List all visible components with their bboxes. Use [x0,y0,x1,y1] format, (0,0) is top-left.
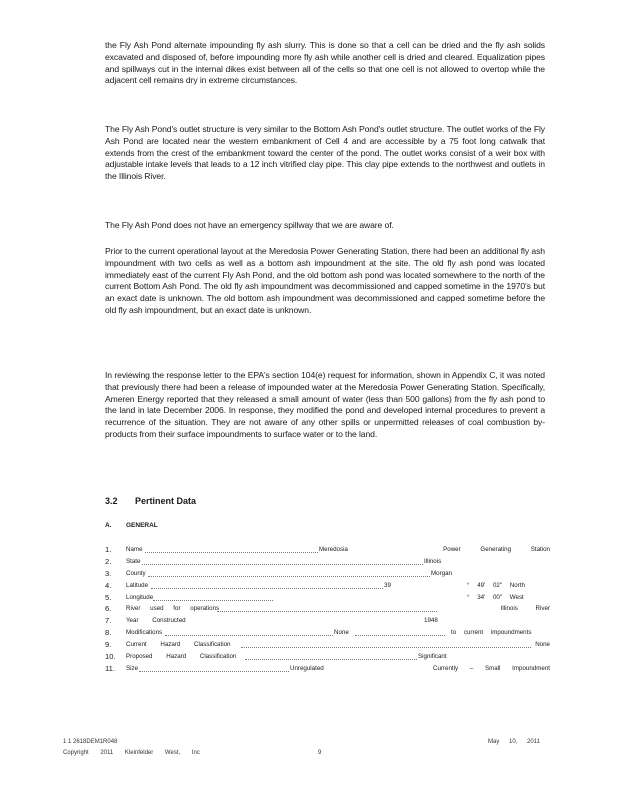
data-row-river [105,603,550,615]
data-row-current-hazard [105,639,550,651]
item-number: 3. [105,568,112,578]
item-value: Morgan [431,569,452,577]
item-label: State [126,557,141,565]
item-label: Latitude [126,581,149,589]
item-label: Name [126,546,143,553]
data-row-state [105,556,550,568]
item-number: 6. [105,604,112,614]
item-value: 39 [384,581,391,589]
leader-dots [145,552,318,553]
leader-dots [217,611,437,612]
item-value: Unregulated [290,664,324,672]
item-number: 1. [105,545,112,554]
subsection-title: GENERAL [126,522,158,529]
item-value: None [334,629,349,637]
section-heading [105,496,196,506]
footer-page-number: 9 [318,750,322,756]
item-number: 10. [105,652,116,662]
section-number: 3.2 [105,496,118,506]
body-paragraph-outlet-structure: The Fly Ash Pond's outlet structure is very similar to the Bottom Ash Pond's outlet structure. The outlet works of the Fly Ash Pond are located near the western embankment of Cell 4 and are accessible by a 75 foot long catwalk that extends from the crest of the embankment toward the center of the pond. The outlet works consist of a weir box with adjustable intake levels that leads to a 12 inch vitrified clay pipe. This clay pipe extends to the northwest and outlets in the Illinois River. [105,124,545,182]
footer-date: May 10, 2011 [488,739,540,745]
item-extra: ° 49' 02" North [467,581,525,589]
leader-dots [148,576,430,577]
item-number: 5. [105,592,112,602]
section-title: Pertinent Data [135,496,197,506]
data-row-size [105,663,550,675]
item-value: Significant [418,653,447,661]
footer-document-code: 1 1 2618DEM1R048 [63,739,118,745]
body-paragraph-fly-ash-cells: the Fly Ash Pond alternate impounding fly ash slurry. This is done so that a cell can be dried and the fly ash solids excavated and disposed of, before impounding more fly ash while another cell is dried and cleared. Equalization pipes and spillways cut in the internal dikes exist between all of the cells so that one cell is not allowed to overtop while the adjacent cell remains dry in extreme circumstances. [105,40,545,86]
leader-dots [142,564,423,565]
item-label: Year Constructed [126,617,186,625]
data-row-latitude [105,580,550,592]
leader-dots [151,588,383,589]
item-label: County [126,569,146,577]
subsection-letter: A. [105,522,112,529]
item-label: Proposed Hazard Classification [126,653,237,661]
item-number: 9. [105,640,112,650]
data-row-proposed-hazard [105,651,550,663]
item-number: 2. [105,556,112,566]
item-extra: None [535,641,550,649]
item-label: Size [126,664,139,672]
data-row-name [105,544,550,556]
item-extra: Illinois River [500,605,550,613]
item-label: Modifications [126,629,163,637]
body-paragraph-release-history: In reviewing the response letter to the EPA's section 104(e) request for information, shown in Appendix C, it was noted that previously there had been a release of impounded water at the Meredosia Power Generating Station. Specifically, Ameren Energy reported that they released a small amount of water (less than 500 gallons) from the fly ash pond to the land in late December 2006. In response, they modified the pond and developed internal procedures to prevent a recurrence of the situation. They are not aware of any other spills or unpermitted releases of coal combustion by-products from their surface impoundments to surface water or to the land. [105,370,545,439]
item-number: 4. [105,580,112,590]
subsection-heading [105,522,158,529]
item-extra: to current impoundments [451,629,532,637]
item-value: Meredosia [319,546,348,553]
leader-dots [355,635,445,636]
item-extra: Currently – Small Impoundment [432,664,550,672]
leader-dots [153,600,273,601]
pertinent-data-list [105,544,550,675]
data-row-county [105,568,550,580]
item-label: River used for operations [126,605,220,613]
item-number: 8. [105,628,112,638]
item-label: Current Hazard Classification [126,641,231,649]
body-paragraph-spillway: The Fly Ash Pond does not have an emergency spillway that we are aware of. [105,220,394,230]
item-extra: Power Generating Station [443,546,550,553]
leader-dots [245,659,417,660]
item-value: Illinois [424,557,442,565]
leader-dots [165,635,333,636]
body-paragraph-prior-layout: Prior to the current operational layout at the Meredosia Power Generating Station, there had been an additional fly ash impoundment with two cells as well as a bottom ash impoundment at the site. The old fly ash pond was located immediately east of the current Fly Ash Pond, and the old bottom ash pond was located somewhere to the north of the current Bottom Ash Pond. The old fly ash impoundment was decommissioned and capped sometime in the 1970's but an exact date is unknown. The old bottom ash impoundment was decommissioned and capped sometime before the old fly ash impoundment, but an exact date is unknown. [105,246,545,315]
leader-dots [139,671,289,672]
item-value: 1948 [424,617,438,625]
item-number: 7. [105,616,112,626]
item-number: 11. [105,663,115,673]
data-row-modifications [105,627,550,639]
footer-copyright: Copyright 2011 Kleinfelder West, Inc [63,750,200,756]
leader-dots [241,647,531,648]
data-row-year [105,615,550,627]
item-extra: ° 34' 00" West [467,593,524,601]
item-label: Longitude [126,593,154,601]
data-row-longitude [105,592,550,604]
